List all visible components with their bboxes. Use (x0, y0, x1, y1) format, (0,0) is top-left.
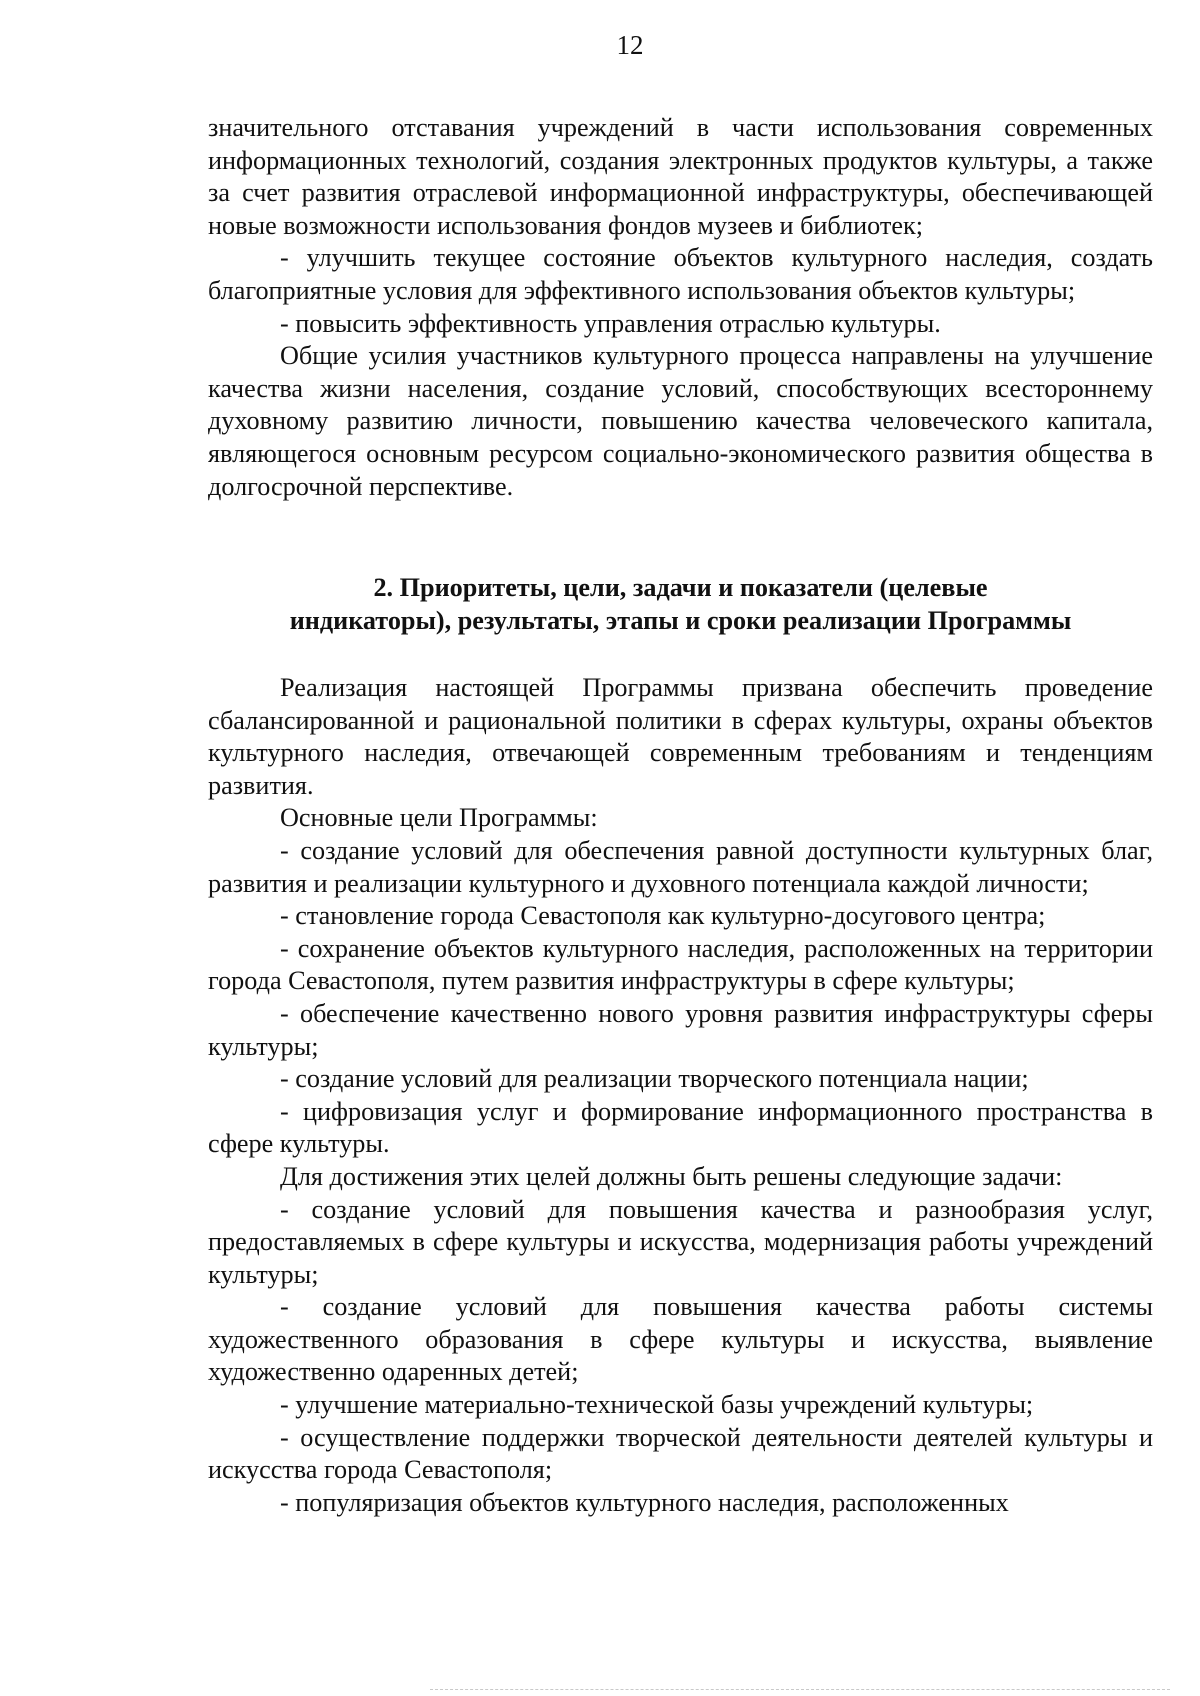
page-number: 12 (616, 30, 644, 60)
paragraph: - повысить эффективность управления отраслью культуры. (280, 308, 941, 338)
paragraph: - улучшить текущее состояние объектов культурного наследия, создать благоприятные условия для эффективного использования объектов культуры; (208, 243, 1153, 305)
paragraph: Реализация настоящей Программы призвана обеспечить проведение сбалансированной и рациональной политики в сферах культуры, охраны объектов культурного наследия, отвечающей современным требованиям и тенденциям развития. (208, 673, 1153, 800)
paragraph: Общие усилия участников культурного процесса направлены на улучшение качества жизни населения, создание условий, способствующих всестороннему духовному развитию личности, повышению качества человеческого капитала, являющегося основным ресурсом социально-экономического развития общества в долгосрочной перспективе. (208, 341, 1153, 501)
list-item: - создание условий для повышения качества и разнообразия услуг, предоставляемых в сфере культуры и искусства, модернизация работы учреждений культуры; (208, 1194, 1153, 1289)
list-item: - создание условий для повышения качества работы системы художественного образования в сфере культуры и искусства, выявление художественно одаренных детей; (208, 1292, 1153, 1387)
section-heading (208, 572, 1153, 637)
list-item: - создание условий для обеспечения равной доступности культурных благ, развития и реализации культурного и духовного потенциала каждой личности; (208, 835, 1153, 898)
paragraph: значительного отставания учреждений в части использования современных информационных технологий, создания электронных продуктов культуры, а также за счет развития отраслевой информационной инфраструктуры, обеспечивающей новые возможности использования фондов музеев и библиотек; (208, 113, 1153, 240)
text-block-intro (208, 112, 1153, 503)
list-item: - популяризация объектов культурного наследия, расположенных (280, 1487, 1009, 1517)
list-item: - обеспечение качественно нового уровня развития инфраструктуры сферы культуры; (208, 998, 1153, 1061)
text-block-section-2 (208, 672, 1153, 1519)
section-heading-line: индикаторы), результаты, этапы и сроки реализации Программы (289, 605, 1072, 635)
section-heading-line: 2. Приоритеты, цели, задачи и показатели (целевые (373, 573, 988, 602)
scan-edge-line (430, 1689, 1170, 1691)
list-item: - цифровизация услуг и формирование информационного пространства в сфере культуры. (208, 1096, 1153, 1159)
paragraph: Для достижения этих целей должны быть решены следующие задачи: (280, 1161, 1063, 1191)
list-item: - создание условий для реализации творческого потенциала нации; (280, 1064, 1029, 1094)
list-item: - осуществление поддержки творческой деятельности деятелей культуры и искусства города Севастополя; (208, 1422, 1153, 1485)
list-item: - улучшение материально-технической базы учреждений культуры; (280, 1390, 1034, 1420)
list-item: - сохранение объектов культурного наследия, расположенных на территории города Севастополя, путем развития инфраструктуры в сфере культуры; (208, 933, 1153, 996)
list-item: - становление города Севастополя как культурно-досугового центра; (280, 901, 1046, 931)
paragraph: Основные цели Программы: (280, 803, 598, 833)
